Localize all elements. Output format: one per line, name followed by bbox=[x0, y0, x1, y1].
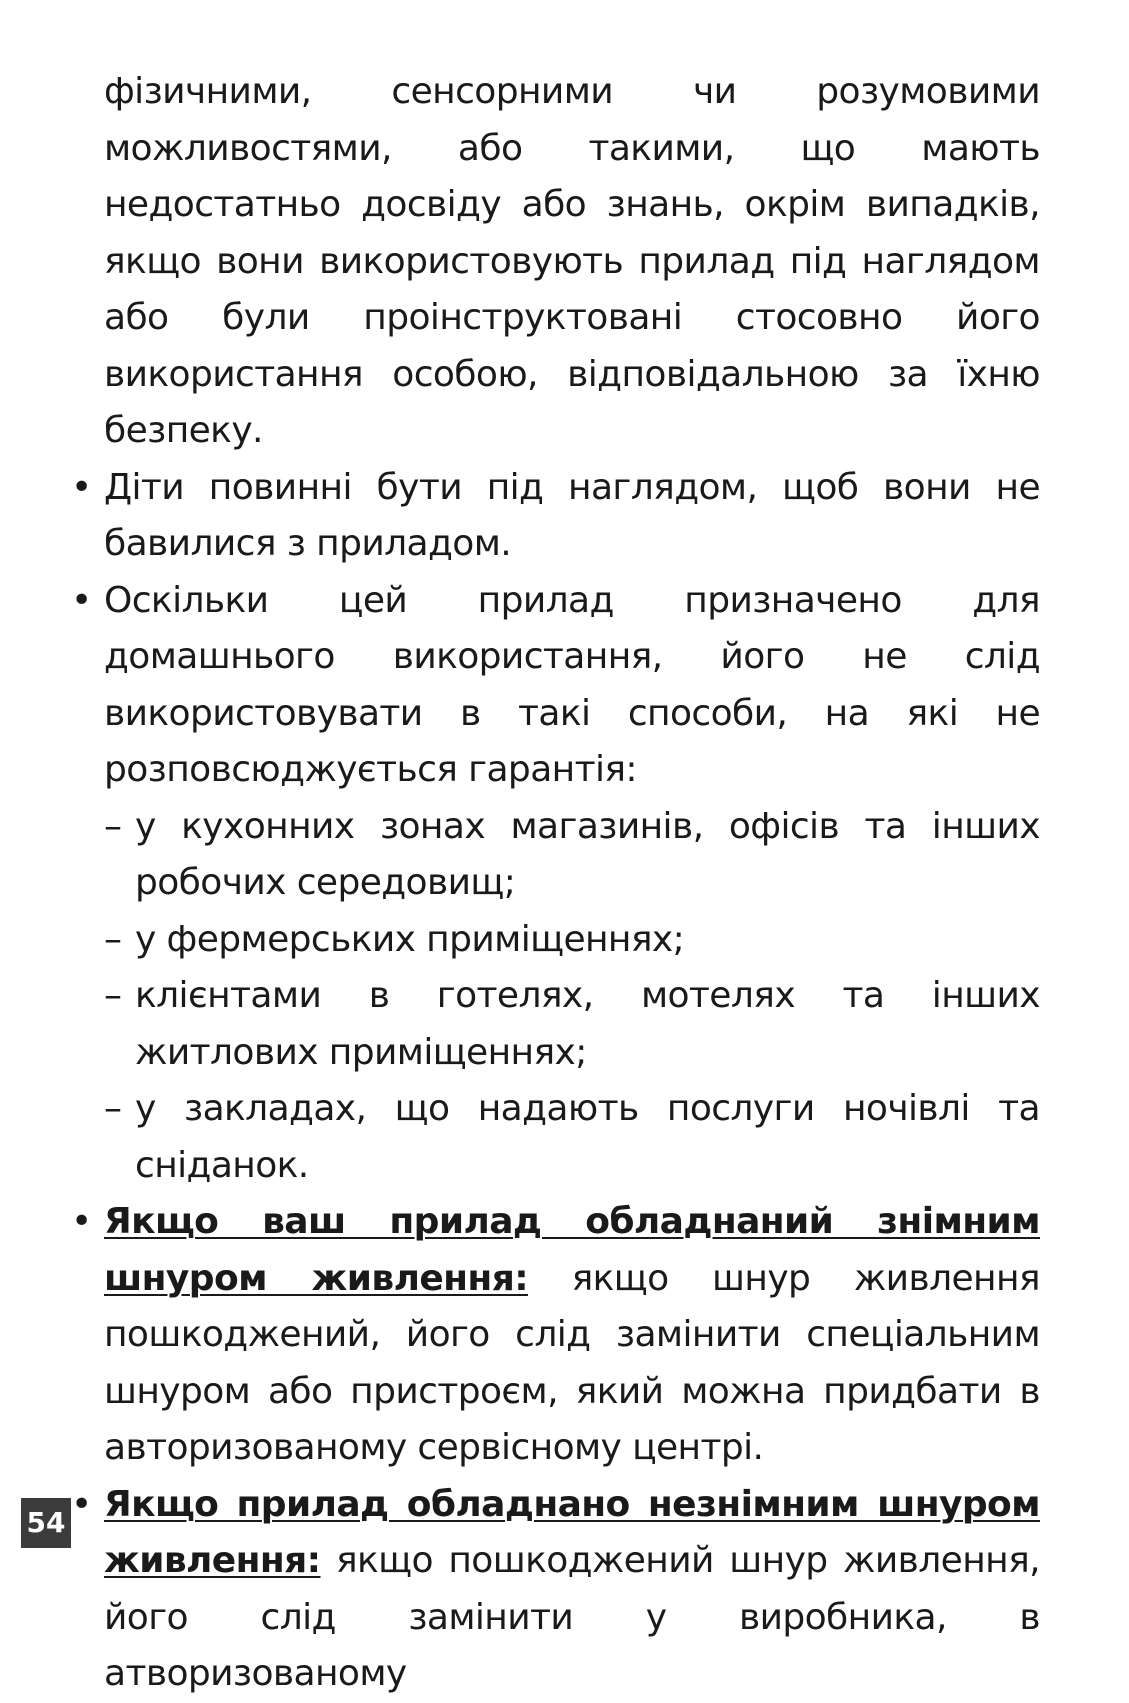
fixed-cord-text: якщо пошкоджений шнур живлення, його слід замінити у виробника, в атворизованому bbox=[104, 1540, 1040, 1694]
bullet-fixed-cord bbox=[71, 1477, 1040, 1703]
page-content bbox=[71, 64, 1040, 1703]
sub-item-text: клієнтами в готелях, мотелях та інших житлових приміщеннях; bbox=[135, 975, 1040, 1073]
dash-marker: – bbox=[104, 975, 122, 1016]
sub-item-bed-and-breakfast bbox=[104, 1081, 1040, 1194]
detachable-cord-heading: Якщо ваш прилад обладнаний знімним шнуром живлення: bbox=[104, 1201, 1040, 1299]
bullet-domestic-use-text: Оскільки цей прилад призначено для домашнього використання, його не слід використовувати в такі способи, на які не розповсюджується гарантія: bbox=[104, 579, 1040, 790]
page-number-badge: 54 bbox=[21, 1498, 71, 1548]
dash-marker: – bbox=[104, 805, 122, 847]
bullet-detachable-cord bbox=[71, 1194, 1040, 1477]
sub-item-hotels bbox=[104, 968, 1040, 1081]
bullet-marker: • bbox=[71, 1483, 92, 1525]
sub-item-text: у кухонних зонах магазинів, офісів та інших робочих середовищ; bbox=[135, 805, 1040, 903]
fixed-cord-heading: Якщо прилад обладнано незнімним шнуром живлення: bbox=[104, 1483, 1040, 1581]
bullet-children bbox=[71, 460, 1040, 573]
detachable-cord-text: якщо шнур живлення пошкоджений, його слід замінити спеціальним шнуром або пристроєм, який можна придбати в авторизованому сервісному центрі. bbox=[104, 1257, 1040, 1468]
dash-marker: – bbox=[104, 1088, 122, 1129]
bullet-marker: • bbox=[71, 579, 92, 621]
sub-item-text: у фермерських приміщеннях; bbox=[135, 918, 685, 960]
bullet-children-text: Діти повинні бути під наглядом, щоб вони не бавилися з приладом. bbox=[104, 466, 1040, 564]
sub-item-farm-houses bbox=[104, 912, 1040, 969]
bullet-domestic-use bbox=[71, 573, 1040, 799]
bullet-marker: • bbox=[71, 466, 92, 508]
bullet-marker: • bbox=[71, 1201, 92, 1242]
sub-item-kitchen-areas bbox=[104, 799, 1040, 912]
dash-marker: – bbox=[104, 918, 122, 960]
sub-item-text: у закладах, що надають послуги ночівлі та сніданок. bbox=[135, 1088, 1040, 1186]
intro-paragraph: фізичними, сенсорними чи розумовими можливостями, або такими, що мають недостатньо досвіду або знань, окрім випадків, якщо вони використовують прилад під наглядом або були проінструктовані стосовно його використання особою, відповідальною за їхню безпеку. bbox=[104, 71, 1040, 451]
